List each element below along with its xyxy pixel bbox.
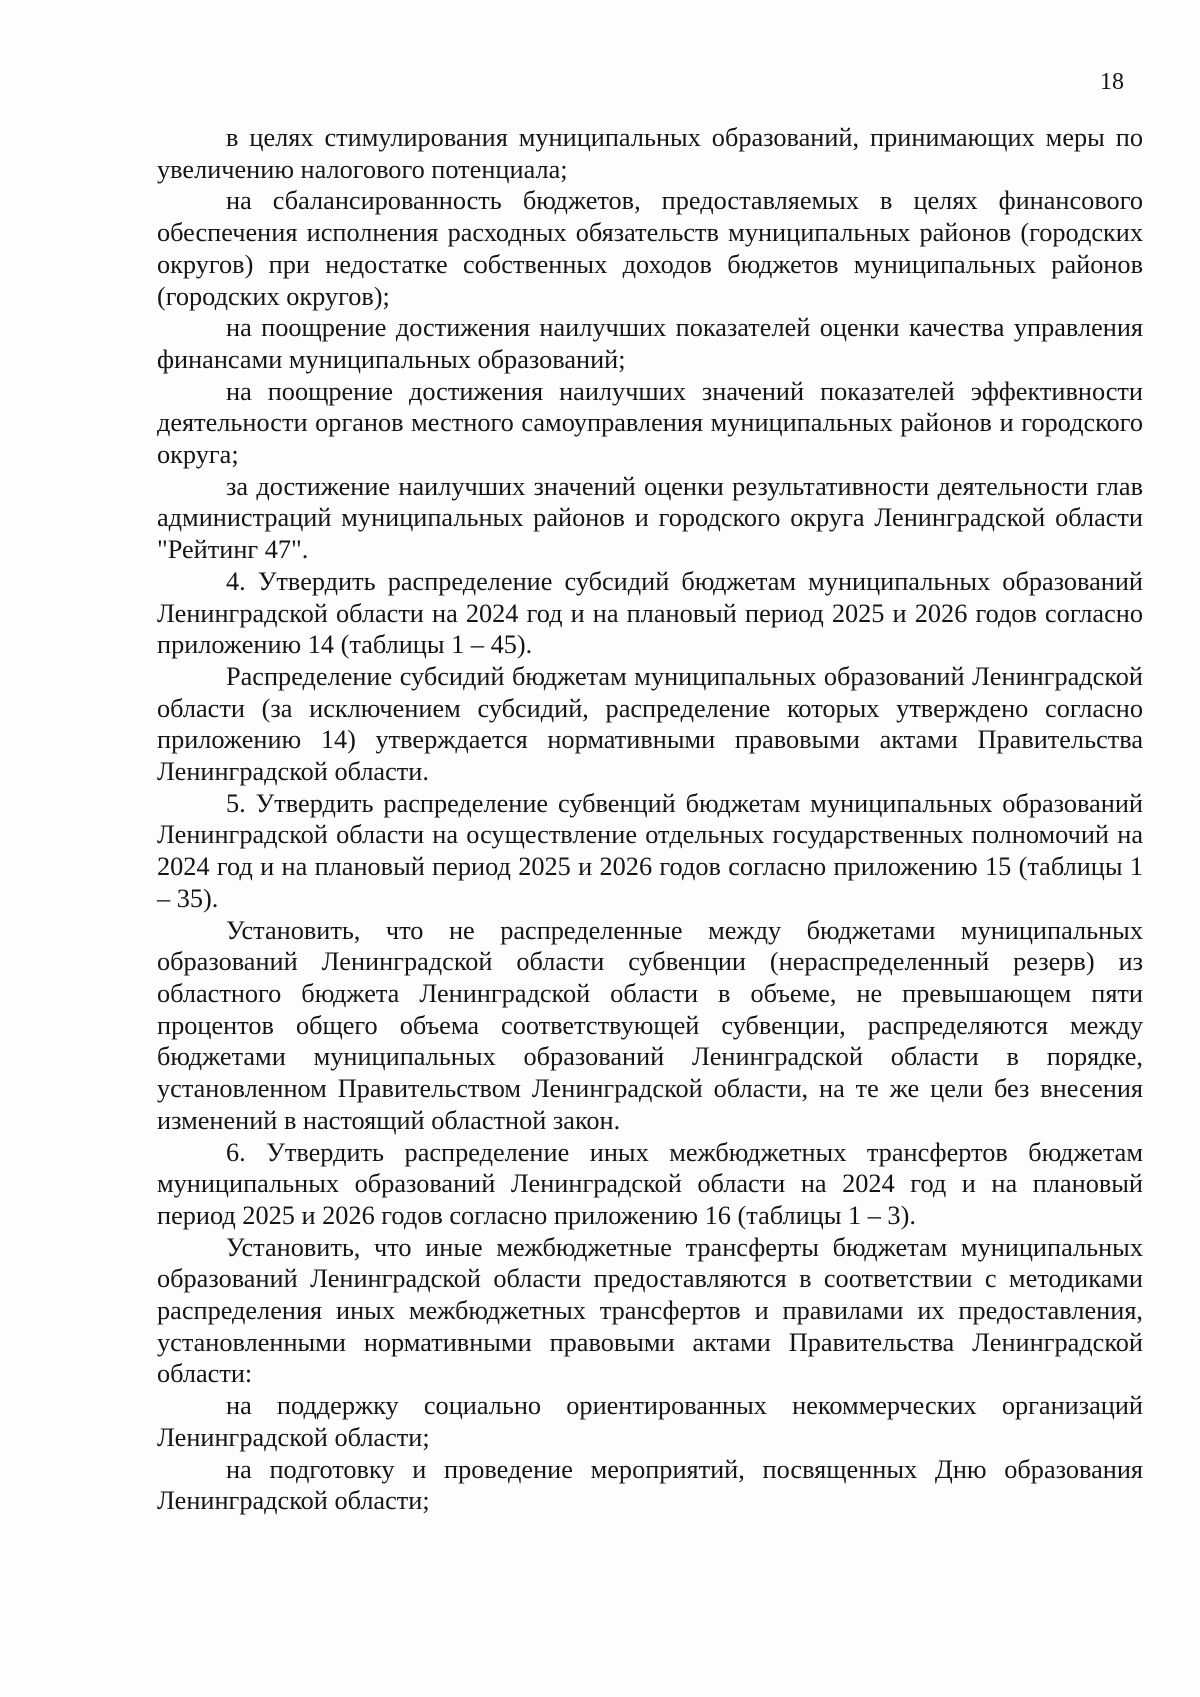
paragraph-rating-47: за достижение наилучших значений оценки результативности деятельности глав администраций муниципальных районов и городского округа Ленинградской области "Рейтинг 47". — [157, 471, 1143, 565]
document-body — [157, 122, 1143, 1517]
paragraph-item-5: 5. Утвердить распределение субвенций бюджетам муниципальных образований Ленинградской области на осуществление отдельных государственных полномочий на 2024 год и на плановый период 2025 и 2026 годов согласно приложению 15 (таблицы 1 – 35). — [157, 788, 1143, 913]
paragraph-nonprofit-support: на поддержку социально ориентированных некоммерческих организаций Ленинградской области; — [157, 1391, 1143, 1452]
paragraph-region-day: на подготовку и проведение мероприятий, посвященных Дню образования Ленинградской области; — [157, 1454, 1143, 1516]
paragraph-finance-management-reward: на поощрение достижения наилучших показателей оценки качества управления финансами муниципальных образований; — [157, 313, 1143, 374]
paragraph-stimulation-subsidies: в целях стимулирования муниципальных образований, принимающих меры по увеличению налогового потенциала; — [157, 123, 1143, 184]
paragraph-transfers-methodology: Установить, что иные межбюджетные трансферты бюджетам муниципальных образований Ленинградской области предоставляются в соответствии с методиками распределения иных межбюджетных трансфертов и правилами их предоставления, установленными нормативными правовыми актами Правительства Ленинградской области: — [157, 1232, 1143, 1389]
paragraph-subsidies-distribution: Распределение субсидий бюджетам муниципальных образований Ленинградской области (за исключением субсидий, распределение которых утверждено согласно приложению 14) утверждается нормативными правовыми актами Правительства Ленинградской области. — [157, 661, 1143, 787]
paragraph-reserve: Установить, что не распределенные между бюджетами муниципальных образований Ленинградской области субвенции (нераспределенный резерв) из областного бюджета Ленинградской области в объеме, не превышающем пяти процентов общего объема соответствующей субвенции, распределяются между бюджетами муниципальных образований Ленинградской области в порядке, установленном Правительством Ленинградской области, на те же цели без внесения изменений в настоящий областной закон. — [157, 915, 1143, 1135]
page-number: 18 — [1100, 69, 1124, 95]
paragraph-item-6: 6. Утвердить распределение иных межбюджетных трансфертов бюджетам муниципальных образований Ленинградской области на 2024 год и на плановый период 2025 и 2026 годов согласно приложению 16 (таблицы 1 – 3). — [157, 1137, 1143, 1230]
paragraph-item-4: 4. Утвердить распределение субсидий бюджетам муниципальных образований Ленинградской области на 2024 год и на плановый период 2025 и 2026 годов согласно приложению 14 (таблицы 1 – 45). — [157, 566, 1143, 660]
paragraph-budget-balance: на сбалансированность бюджетов, предоставляемых в целях финансового обеспечения исполнения расходных обязательств муниципальных районов (городских округов) при недостатке собственных доходов бюджетов муниципальных районов (городских округов); — [157, 186, 1143, 311]
paragraph-efficiency-reward: на поощрение достижения наилучших значений показателей эффективности деятельности органов местного самоуправления муниципальных районов и городского округа; — [157, 376, 1143, 470]
